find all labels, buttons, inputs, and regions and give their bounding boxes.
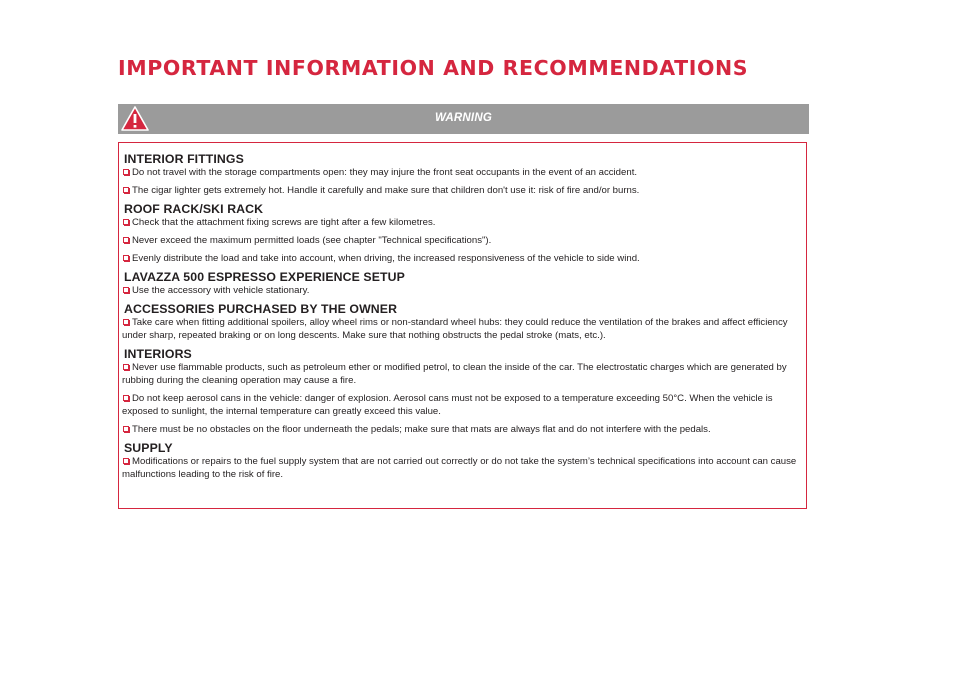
item-text: Do not keep aerosol cans in the vehicle: danger of explosion. Aerosol cans must not be exposed to a temperature exceeding 50°C. When the vehicle is exposed to sunlight, the internal temperature can greatly exceed this value. [122, 393, 773, 417]
list-item [122, 234, 802, 247]
list-item [122, 252, 802, 265]
item-text: Never exceed the maximum permitted loads (see chapter "Technical specifications"). [132, 235, 492, 246]
item-text: Use the accessory with vehicle stationary. [132, 285, 310, 296]
item-text: Evenly distribute the load and take into account, when driving, the increased responsiveness of the vehicle to side wind. [132, 253, 640, 264]
checkbox-bullet-icon [123, 364, 129, 370]
list-item [122, 361, 802, 387]
checkbox-bullet-icon [123, 395, 129, 401]
section-heading: ROOF RACK/SKI RACK [124, 202, 264, 216]
section-heading: INTERIOR FITTINGS [124, 152, 244, 166]
item-text: There must be no obstacles on the floor underneath the pedals; make sure that mats are always flat and do not interfere with the pedals. [132, 424, 711, 435]
checkbox-bullet-icon [123, 287, 129, 293]
section-supply [122, 441, 802, 481]
checkbox-bullet-icon [123, 426, 129, 432]
checkbox-bullet-icon [123, 237, 129, 243]
section-roof-rack [122, 202, 802, 265]
section-interiors [122, 347, 802, 436]
section-heading: ACCESSORIES PURCHASED BY THE OWNER [124, 302, 398, 316]
page-title: IMPORTANT INFORMATION AND RECOMMENDATIONS [118, 56, 749, 80]
warning-label: WARNING [435, 112, 492, 124]
item-text: Check that the attachment fixing screws are tight after a few kilometres. [132, 217, 436, 228]
checkbox-bullet-icon [123, 458, 129, 464]
list-item [122, 423, 802, 436]
section-heading: LAVAZZA 500 ESPRESSO EXPERIENCE SETUP [124, 270, 405, 284]
item-text: Modifications or repairs to the fuel supply system that are not carried out correctly or do not take the system’s technical specifications into account can cause malfunctions leading to the risk of fire. [122, 456, 797, 480]
item-text: Never use flammable products, such as petroleum ether or modified petrol, to clean the inside of the car. The electrostatic charges which are generated by rubbing during the cleaning operation may cause a fire. [122, 362, 787, 386]
item-text: Take care when fitting additional spoilers, alloy wheel rims or non-standard wheel hubs: they could reduce the ventilation of the brakes and affect efficiency under sharp, repeated braking or on long descents. Make sure that nothing obstructs the pedal stroke (mats, etc.). [122, 317, 788, 341]
checkbox-bullet-icon [123, 319, 129, 325]
checkbox-bullet-icon [123, 219, 129, 225]
list-item [122, 184, 802, 197]
list-item [122, 455, 802, 481]
list-item [122, 216, 802, 229]
warning-header [118, 104, 809, 134]
list-item [122, 316, 802, 342]
section-heading: SUPPLY [124, 441, 173, 455]
section-lavazza-setup [122, 270, 802, 297]
item-text: The cigar lighter gets extremely hot. Handle it carefully and make sure that children don't use it: risk of fire and/or burns. [132, 185, 640, 196]
list-item [122, 284, 802, 297]
checkbox-bullet-icon [123, 255, 129, 261]
warning-content [122, 152, 802, 486]
section-interior-fittings [122, 152, 802, 197]
list-item [122, 166, 802, 179]
item-text: Do not travel with the storage compartments open: they may injure the front seat occupants in the event of an accident. [132, 167, 638, 178]
section-heading: INTERIORS [124, 347, 192, 361]
checkbox-bullet-icon [123, 169, 129, 175]
list-item [122, 392, 802, 418]
section-accessories [122, 302, 802, 342]
checkbox-bullet-icon [123, 187, 129, 193]
